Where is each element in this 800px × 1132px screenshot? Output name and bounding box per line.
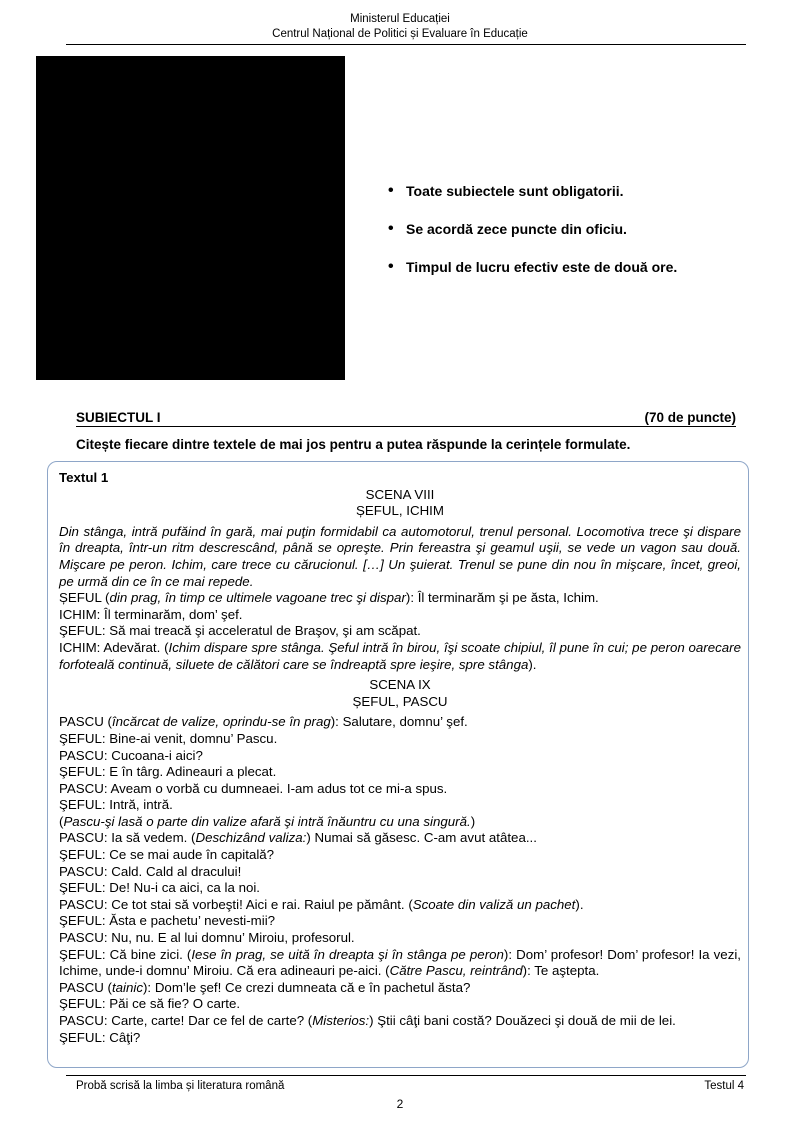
- dialogue-line: PASCU: Cald. Cald al dracului!: [59, 863, 242, 879]
- footer-divider: [66, 1075, 746, 1076]
- header-divider: [66, 44, 746, 45]
- rule-item: • Toate subiectele sunt obligatorii.: [386, 183, 677, 199]
- scene8-stage-direction: Din stânga, intră pufăind în gară, mai puţin formidabil ca automotorul, trenul personal. Locomotiva trece şi dispare în dreapta, într-un ritm descrescând, până se opreşte. Prin fereastra şi geamul uşii, se vede un vagon sau două. Mişcare pe peron. Ichim, care trece cu cărucionul. […] Un şuierat. Trenul se pune din nou în mişcare, încet, greoi, pe urmă din ce în ce mai repede.: [59, 523, 741, 589]
- dialogue-line: ŞEFUL: De! Nu-i ca aici, ca la noi.: [59, 880, 261, 896]
- dialogue-line: PASCU: Cucoana-i aici?: [59, 747, 203, 763]
- subject-title: SUBIECTUL I: [76, 410, 161, 425]
- text1-box: [47, 461, 749, 1068]
- scene8-characters: ȘEFUL, ICHIM: [356, 503, 444, 519]
- dialogue-line: PASCU: Aveam o vorbă cu dumneaei. I-am adus tot ce mi-a spus.: [59, 780, 448, 796]
- dialogue-line: ICHIM: Adevărat. (Ichim dispare spre stânga. Şeful intră în birou, îşi scoate chipiul, îl pune în cui; pe peron oarecare forfoteală continuă, siluete de călători care se îndreaptă spre ieşire, spre stânga).: [59, 639, 741, 672]
- dialogue-line: ŞEFUL: E în târg. Adineauri a plecat.: [59, 764, 277, 780]
- exam-rules-list: [386, 183, 677, 297]
- dialogue-line: ŞEFUL: Câţi?: [59, 1029, 141, 1045]
- dialogue-line: ŞEFUL: Că bine zici. (Iese în prag, se uită în dreapta şi în stânga pe peron): Dom’ profesor! Dom’ profesor! Ia vezi, Ichime, unde-i domnu’ Miroiu. Că era adineauri pe-aici. (Către Pascu, reintrând): Te aştepta.: [59, 946, 741, 979]
- redacted-block: [36, 56, 345, 380]
- dialogue-line: ŞEFUL: Să mai treacă şi acceleratul de Braşov, şi am scăpat.: [59, 623, 421, 639]
- footer-test-number: Testul 4: [704, 1080, 744, 1092]
- dialogue-line: PASCU (încărcat de valize, oprindu-se în prag): Salutare, domnu’ şef.: [59, 714, 468, 730]
- dialogue-line: ŞEFUL: Păi ce să fie? O carte.: [59, 996, 241, 1012]
- dialogue-line: (Pascu-şi lasă o parte din valize afară şi intră înăuntru cu una singură.): [59, 813, 476, 829]
- header-center: Centrul Național de Politici și Evaluare în Educație: [272, 28, 528, 40]
- rule-item: • Timpul de lucru efectiv este de două ore.: [386, 259, 677, 275]
- dialogue-line: ŞEFUL: Ăsta e pachetu’ nevesti-mii?: [59, 913, 276, 929]
- scene9-characters: ȘEFUL, PASCU: [352, 693, 448, 709]
- dialogue-line: ŞEFUL: Ce se mai aude în capitală?: [59, 847, 275, 863]
- scene9-title: SCENA IX: [369, 677, 431, 693]
- subject-instruction: Citește fiecare dintre textele de mai jos pentru a putea răspunde la cerințele formulate.: [76, 437, 631, 452]
- dialogue-line: ICHIM: Îl terminarăm, dom’ şef.: [59, 606, 243, 622]
- footer-exam-name: Probă scrisă la limba și literatura română: [76, 1080, 285, 1092]
- dialogue-line: ŞEFUL: Intră, intră.: [59, 797, 173, 813]
- dialogue-line: PASCU (tainic): Dom’le şef! Ce crezi dumneata că e în pachetul ăsta?: [59, 979, 471, 995]
- scene8-title: SCENA VIII: [365, 486, 435, 502]
- page-number: 2: [396, 1097, 404, 1111]
- rule-item: • Se acordă zece puncte din oficiu.: [386, 221, 677, 237]
- dialogue-line: ŞEFUL: Bine-ai venit, domnu’ Pascu.: [59, 730, 278, 746]
- page-header: [0, 12, 800, 42]
- dialogue-line: PASCU: Ia să vedem. (Deschizând valiza:) Numai să găsesc. C-am avut atâtea...: [59, 830, 537, 846]
- header-ministry: Ministerul Educației: [350, 13, 450, 25]
- subject-heading: [76, 409, 736, 427]
- text1-label: Textul 1: [59, 470, 109, 485]
- dialogue-line: PASCU: Ce tot stai să vorbeşti! Aici e rai. Raiul pe pământ. (Scoate din valiză un pachet).: [59, 896, 584, 912]
- dialogue-line: PASCU: Nu, nu. E al lui domnu’ Miroiu, profesorul.: [59, 930, 355, 946]
- subject-points: (70 de puncte): [644, 410, 736, 425]
- dialogue-line: PASCU: Carte, carte! Dar ce fel de carte? (Misterios:) Ştii câţi bani costă? Douăzeci şi două de mii de lei.: [59, 1013, 676, 1028]
- dialogue-line: ȘEFUL (din prag, în timp ce ultimele vagoane trec şi dispar): Îl terminarăm şi pe ăsta, Ichim.: [59, 590, 599, 606]
